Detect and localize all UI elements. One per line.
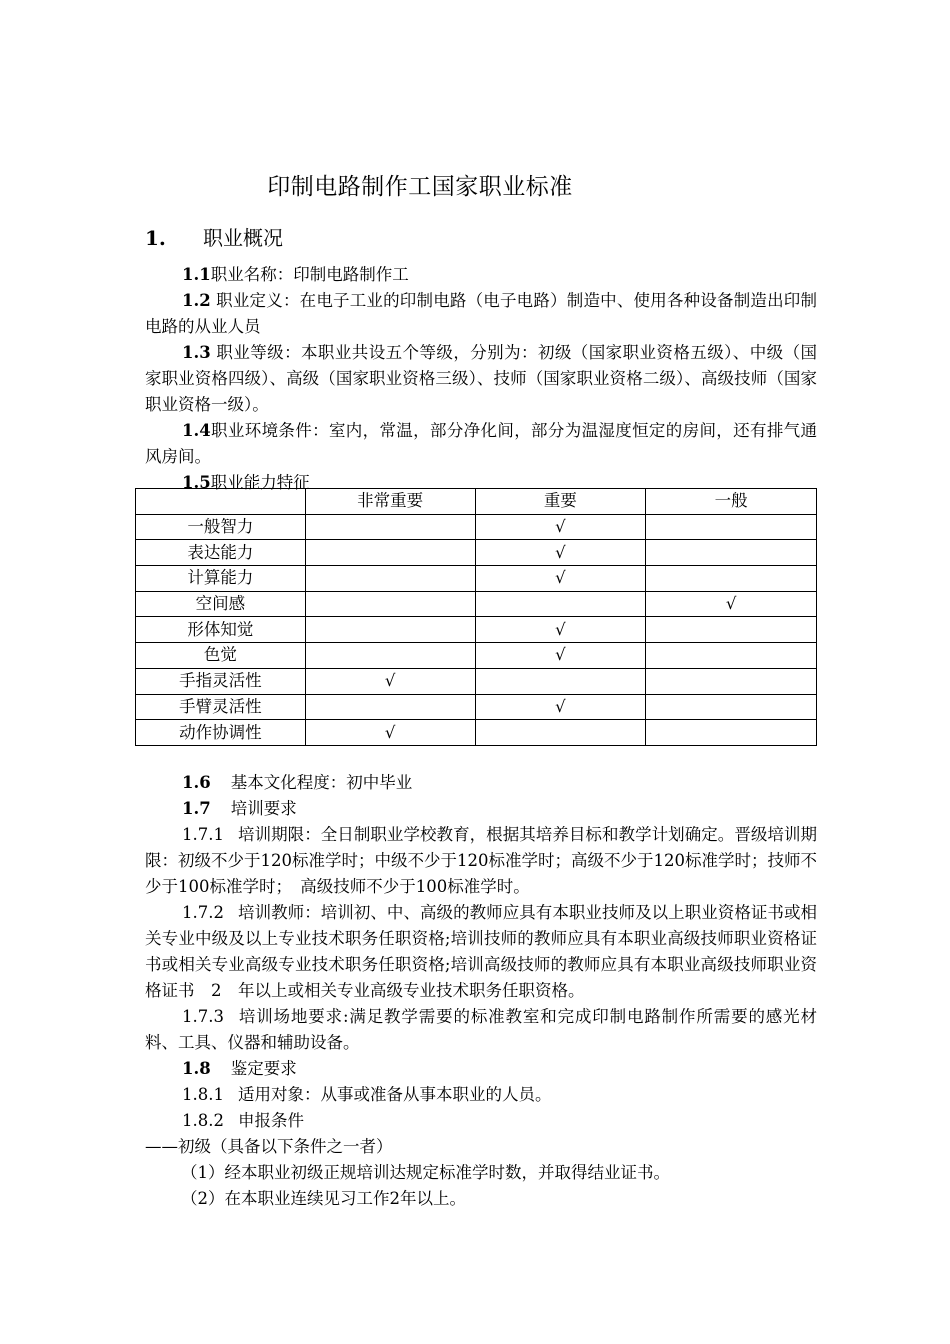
table-header-cell: 非常重要 [305,489,475,515]
paragraph-1-7-1: 1.7.1 培训期限：全日制职业学校教育，根据其培养目标和教学计划确定。晋级培训期限：初级不少于120标准学时；中级不少于120标准学时；高级不少于120标准学时；技师不少于100标准学时； 高级技师不少于100标准学时。 [145,825,817,896]
ability-table [135,488,817,746]
ability-name-cell: 手指灵活性 [136,668,306,694]
rating-cell [305,617,475,643]
condition-item-1: （1）经本职业初级正规培训达规定标准学时数，并取得结业证书。 [181,1163,670,1182]
rating-cell [305,566,475,592]
paragraph-1-8: 1.8 鉴定要求 [182,1059,297,1078]
condition-item-2: （2）在本职业连续见习工作2年以上。 [181,1189,466,1208]
condition-heading: ——初级（具备以下条件之一者） [145,1137,393,1156]
table-row [136,617,817,643]
rating-cell [646,514,817,540]
rating-cell [646,720,817,746]
table-header-cell [136,489,306,515]
table-row [136,694,817,720]
training-block [145,770,817,1212]
paragraph-1-7-3: 1.7.3 培训场地要求:满足教学需要的标准教室和完成印制电路制作所需要的感光材料、工具、仪器和辅助设备。 [145,1007,817,1052]
table-row [136,668,817,694]
rating-cell: √ [475,617,646,643]
rating-cell: √ [646,591,817,617]
paragraph-1-7: 1.7 培训要求 [182,799,297,818]
ability-name-cell: 色觉 [136,643,306,669]
rating-cell [646,668,817,694]
section-number: 1. [145,226,166,250]
rating-cell: √ [305,720,475,746]
paragraph-1-7-2: 1.7.2 培训教师：培训初、中、高级的教师应具有本职业技师及以上职业资格证书或相关专业中级及以上专业技术职务任职资格;培训技师的教师应具有本职业高级技师职业资格证书或相关专业高级专业技术职务任职资格;培训高级技师的教师应具有本职业高级技师职业资格证书 2 年以上或相关专业高级专业技术职务任职资格。 [145,903,817,1000]
table-row [136,566,817,592]
ability-name-cell: 空间感 [136,591,306,617]
table-row [136,720,817,746]
rating-cell [305,643,475,669]
table-row [136,540,817,566]
rating-cell [475,668,646,694]
paragraph-1-6: 1.6 基本文化程度：初中毕业 [182,773,413,792]
rating-cell [305,591,475,617]
rating-cell [646,566,817,592]
section-label: 职业概况 [203,226,283,250]
rating-cell: √ [475,643,646,669]
paragraph-1-5: 1.5职业能力特征 [182,473,310,492]
table-header-cell: 重要 [475,489,646,515]
rating-cell [475,591,646,617]
paragraph-1-2: 1.2 职业定义：在电子工业的印制电路（电子电路）制造中、使用各种设备制造出印制电路的从业人员 [145,291,817,336]
ability-name-cell: 一般智力 [136,514,306,540]
ability-name-cell: 计算能力 [136,566,306,592]
paragraph-1-8-1: 1.8.1 适用对象：从事或准备从事本职业的人员。 [182,1085,552,1104]
rating-cell [646,694,817,720]
rating-cell: √ [475,514,646,540]
table-row [136,591,817,617]
paragraph-1-4: 1.4职业环境条件：室内，常温，部分净化间，部分为温湿度恒定的房间，还有排气通风房间。 [145,421,817,466]
rating-cell [646,643,817,669]
paragraph-1-8-2: 1.8.2 申报条件 [182,1111,304,1130]
rating-cell: √ [475,540,646,566]
document-title: 印制电路制作工国家职业标准 [267,174,573,200]
paragraph-1-3: 1.3 职业等级：本职业共设五个等级，分别为：初级（国家职业资格五级）、中级（国家职业资格四级）、高级（国家职业资格三级）、技师（国家职业资格二级）、高级技师（国家职业资格一级）。 [145,343,817,414]
table-header-row [136,489,817,515]
rating-cell: √ [475,566,646,592]
ability-name-cell: 动作协调性 [136,720,306,746]
ability-name-cell: 手臂灵活性 [136,694,306,720]
paragraph-1-1: 1.1职业名称：印制电路制作工 [182,265,409,284]
table-row [136,643,817,669]
rating-cell [305,514,475,540]
ability-name-cell: 表达能力 [136,540,306,566]
table-row [136,514,817,540]
ability-name-cell: 形体知觉 [136,617,306,643]
intro-block [145,262,817,496]
section-heading [145,222,283,251]
rating-cell [305,694,475,720]
rating-cell [646,617,817,643]
rating-cell [305,540,475,566]
rating-cell: √ [305,668,475,694]
table-header-cell: 一般 [646,489,817,515]
rating-cell [646,540,817,566]
rating-cell [475,720,646,746]
rating-cell: √ [475,694,646,720]
